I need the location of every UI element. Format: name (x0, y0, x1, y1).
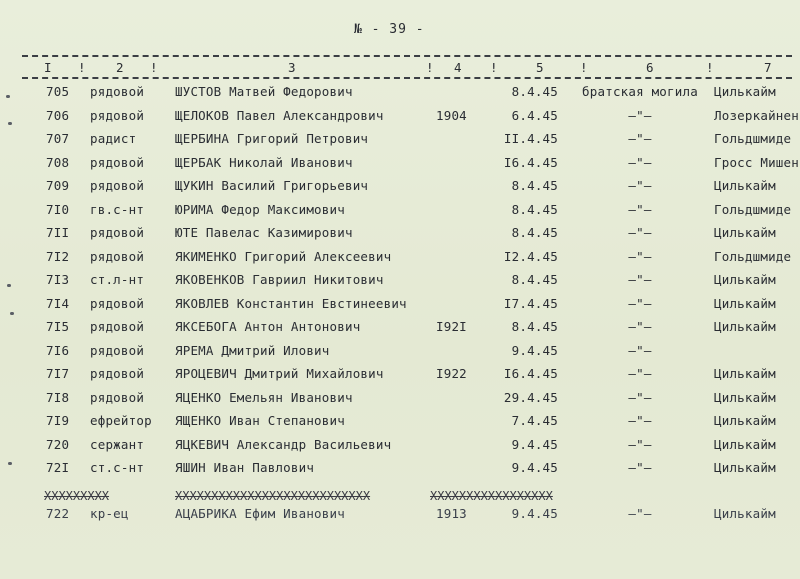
cell-date: 29.4.45 (503, 390, 558, 405)
cell-rank: рядовой (90, 178, 145, 193)
cell-place: Цилькайм (714, 390, 776, 405)
cell-name: ЮТЕ Павелас Казимирович (175, 225, 353, 240)
margin-mark (10, 312, 14, 315)
cell-name: ЯШИН Иван Павлович (175, 460, 315, 475)
cell-burial: –"– (628, 225, 652, 240)
cell-date: I2.4.45 (503, 249, 558, 264)
cell-rank: рядовой (90, 390, 145, 405)
cell-date: 8.4.45 (511, 202, 558, 217)
cell-rank: рядовой (90, 249, 145, 264)
page-number: № - 39 - (354, 22, 425, 37)
cell-burial: –"– (628, 155, 652, 170)
cell-date: 9.4.45 (511, 460, 558, 475)
cell-rank: радист (90, 131, 137, 146)
cell-name: ЯКОВЕНКОВ Гавриил Никитович (175, 272, 384, 287)
cell-rank: рядовой (90, 84, 145, 99)
cell-date: 8.4.45 (511, 319, 558, 334)
cell-burial: –"– (628, 506, 652, 521)
cell-name: ЮРИМА Федор Максимович (175, 202, 345, 217)
cell-name: ЯЦЕНКО Емельян Иванович (175, 390, 353, 405)
cell-name: ЯКИМЕНКО Григорий Алексеевич (175, 249, 392, 264)
cell-year: I922 (436, 366, 467, 381)
cell-place: Гольдшмиде (714, 249, 792, 264)
cell-burial: –"– (628, 366, 652, 381)
cell-name: ЩУКИН Василий Григорьевич (175, 178, 369, 193)
cell-num: 72I (46, 460, 70, 475)
column-separator: ! (580, 60, 588, 75)
cell-name: ЯЦКЕВИЧ Александр Васильевич (175, 437, 392, 452)
cell-name: ЯЩЕНКО Иван Степанович (175, 413, 345, 428)
cell-burial: –"– (628, 131, 652, 146)
cell-num: 7II (46, 225, 70, 240)
column-header-1: I (44, 60, 52, 75)
cell-date: 9.4.45 (511, 506, 558, 521)
cell-date: 8.4.45 (511, 272, 558, 287)
cell-rank: рядовой (90, 225, 145, 240)
cell-place: Гольдшмиде (714, 131, 792, 146)
cell-name: ЯРЕМА Дмитрий Илович (175, 343, 330, 358)
cell-name: ЯКСЕБОГА Антон Антонович (175, 319, 361, 334)
cell-place: Цилькайм (714, 272, 776, 287)
cell-rank: рядовой (90, 366, 145, 381)
cell-rank: ст.с-нт (90, 460, 145, 475)
cell-burial: –"– (628, 272, 652, 287)
struck-cell-left: ХХХХХХХХХ (44, 489, 110, 503)
cell-num: 706 (46, 108, 70, 123)
cell-num: 7I8 (46, 390, 70, 405)
cell-place: Цилькайм (714, 225, 776, 240)
column-separator: ! (706, 60, 714, 75)
column-header-5: 5 (536, 60, 544, 75)
cell-burial: –"– (628, 319, 652, 334)
cell-burial: –"– (628, 437, 652, 452)
cell-num: 722 (46, 506, 70, 521)
column-separator: ! (490, 60, 498, 75)
header-top-rule (22, 55, 792, 57)
cell-year: I92I (436, 319, 467, 334)
cell-num: 708 (46, 155, 70, 170)
cell-rank: ефрейтор (90, 413, 152, 428)
column-header-7: 7 (764, 60, 772, 75)
cell-burial: –"– (628, 460, 652, 475)
margin-mark (7, 284, 11, 287)
column-separator: ! (426, 60, 434, 75)
cell-burial: –"– (628, 202, 652, 217)
cell-place: Цилькайм (714, 319, 776, 334)
cell-rank: гв.с-нт (90, 202, 145, 217)
cell-rank: рядовой (90, 343, 145, 358)
cell-name: ЩЕРБАК Николай Иванович (175, 155, 353, 170)
cell-place: Цилькайм (714, 460, 776, 475)
cell-name: АЦАБРИКА Ефим Иванович (175, 506, 345, 521)
cell-num: 705 (46, 84, 70, 99)
cell-name: ЩЕЛОКОВ Павел Александрович (175, 108, 384, 123)
cell-date: 8.4.45 (511, 178, 558, 193)
cell-year: 1904 (436, 108, 467, 123)
cell-date: 9.4.45 (511, 343, 558, 358)
cell-date: 8.4.45 (511, 225, 558, 240)
cell-num: 707 (46, 131, 70, 146)
cell-num: 7I5 (46, 319, 70, 334)
cell-rank: рядовой (90, 296, 145, 311)
column-header-2: 2 (116, 60, 124, 75)
struck-cell-right: ХХХХХХХХХХХХХХХХХ (430, 489, 553, 503)
margin-mark (6, 95, 10, 98)
cell-burial: –"– (628, 249, 652, 264)
cell-year: 1913 (436, 506, 467, 521)
cell-num: 7I3 (46, 272, 70, 287)
cell-date: 8.4.45 (511, 84, 558, 99)
column-header-4: 4 (454, 60, 462, 75)
cell-num: 7I2 (46, 249, 70, 264)
column-separator: ! (150, 60, 158, 75)
cell-rank: рядовой (90, 319, 145, 334)
cell-date: I6.4.45 (503, 155, 558, 170)
cell-date: I6.4.45 (503, 366, 558, 381)
cell-place: Цилькайм (714, 413, 776, 428)
cell-num: 720 (46, 437, 70, 452)
cell-place: Гросс Мишен (714, 155, 799, 170)
cell-num: 7I7 (46, 366, 70, 381)
cell-rank: рядовой (90, 155, 145, 170)
cell-place: Цилькайм (714, 84, 776, 99)
cell-date: I7.4.45 (503, 296, 558, 311)
cell-name: ШУСТОВ Матвей Федорович (175, 84, 353, 99)
cell-date: II.4.45 (503, 131, 558, 146)
cell-rank: ст.л-нт (90, 272, 145, 287)
cell-date: 6.4.45 (511, 108, 558, 123)
cell-num: 7I9 (46, 413, 70, 428)
cell-burial: –"– (628, 343, 652, 358)
cell-num: 7I4 (46, 296, 70, 311)
cell-rank: сержант (90, 437, 145, 452)
cell-burial: –"– (628, 108, 652, 123)
margin-mark (8, 122, 12, 125)
cell-place: Лозеркайнен (714, 108, 799, 123)
cell-burial: –"– (628, 390, 652, 405)
struck-cell-middle: ХХХХХХХХХХХХХХХХХХХХХХХХХХХ (175, 489, 371, 503)
cell-burial: –"– (628, 178, 652, 193)
cell-rank: рядовой (90, 108, 145, 123)
cell-name: ЯРОЦЕВИЧ Дмитрий Михайлович (175, 366, 384, 381)
cell-burial: братская могила (582, 84, 698, 99)
cell-place: Цилькайм (714, 178, 776, 193)
column-separator: ! (78, 60, 86, 75)
cell-name: ЩЕРБИНА Григорий Петрович (175, 131, 369, 146)
column-header-3: 3 (288, 60, 296, 75)
cell-num: 709 (46, 178, 70, 193)
cell-burial: –"– (628, 296, 652, 311)
cell-place: Цилькайм (714, 506, 776, 521)
cell-place: Цилькайм (714, 437, 776, 452)
cell-num: 7I0 (46, 202, 70, 217)
header-bottom-rule (22, 77, 792, 79)
cell-date: 7.4.45 (511, 413, 558, 428)
margin-mark (8, 462, 12, 465)
cell-place: Цилькайм (714, 296, 776, 311)
cell-num: 7I6 (46, 343, 70, 358)
cell-rank: кр-ец (90, 506, 129, 521)
cell-name: ЯКОВЛЕВ Константин Евстинеевич (175, 296, 407, 311)
column-header-6: 6 (646, 60, 654, 75)
cell-place: Гольдшмиде (714, 202, 792, 217)
cell-place: Цилькайм (714, 366, 776, 381)
cell-date: 9.4.45 (511, 437, 558, 452)
cell-burial: –"– (628, 413, 652, 428)
